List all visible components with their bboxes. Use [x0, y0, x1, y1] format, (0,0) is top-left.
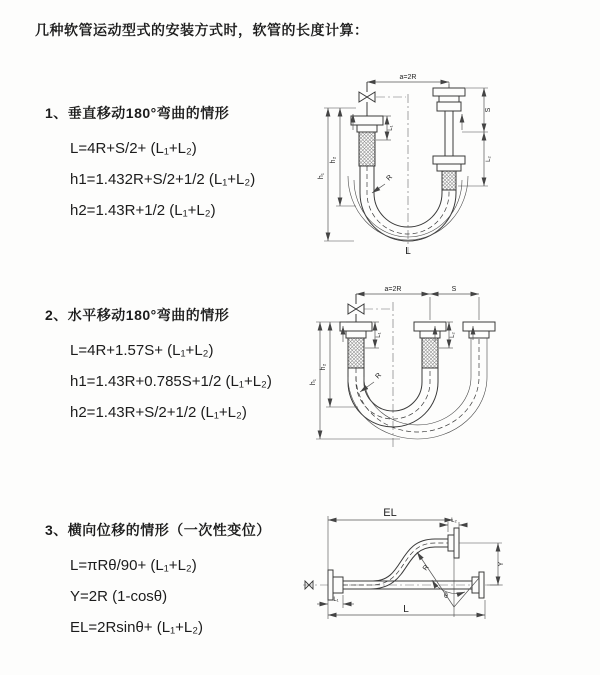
braided-hose-section: [359, 132, 375, 166]
right-pipe-flange: [433, 82, 465, 190]
formula-l: L=πRθ/90+ (L₁+L₂): [70, 557, 197, 574]
formula-l: L=4R+1.57S+ (L₁+L₂): [70, 342, 214, 359]
page-title: 几种软管运动型式的安装方式时，软管的长度计算：: [35, 22, 369, 38]
dimension-s: [430, 286, 479, 320]
label-s: S: [485, 107, 492, 113]
right-pipe-flange: [463, 322, 495, 338]
label-l2: L₂: [451, 518, 457, 524]
diagram-lateral-displacement: [293, 498, 597, 648]
diagram-vertical-180-bend: [298, 68, 560, 260]
label-l1: L₁: [333, 597, 339, 603]
label-l2: L₂: [486, 156, 492, 162]
label-el: EL: [383, 507, 397, 519]
section-vertical-180: [45, 103, 255, 226]
braided-hose-section: [442, 171, 456, 190]
upper-flange: [448, 528, 459, 558]
dimension-l: [328, 600, 485, 619]
valve-icon: [359, 82, 375, 116]
dimension-el: [328, 507, 453, 619]
braided-hose-section: [422, 338, 438, 368]
left-pipe-flange: [351, 116, 383, 166]
label-l: L: [403, 604, 409, 615]
valve-icon: [348, 294, 364, 322]
section-1-heading: 1、垂直移动180°弯曲的情形: [45, 105, 230, 121]
dimension-a2r: [367, 74, 449, 88]
label-theta: θ: [444, 593, 448, 600]
formula-h2: h2=1.43R+S/2+1/2 (L₁+L₂): [70, 404, 247, 421]
formula-h1: h1=1.432R+S/2+1/2 (L₁+L₂): [70, 171, 256, 188]
label-r: R: [374, 371, 383, 381]
section-lateral-displacement: [45, 520, 271, 643]
dimension-s: [462, 88, 492, 132]
label-a2r: a=2R: [384, 286, 402, 293]
section-2-heading: 2、水平移动180°弯曲的情形: [45, 307, 230, 323]
braided-hose-section: [348, 338, 364, 368]
diagram-horizontal-180-bend: [298, 282, 590, 460]
formula-h2: h2=1.43R+1/2 (L₁+L₂): [70, 202, 216, 219]
label-r: R: [421, 563, 431, 573]
dimension-radius: [417, 552, 454, 607]
label-l1: L₁: [376, 332, 382, 338]
formula-h1: h1=1.43R+0.785S+1/2 (L₁+L₂): [70, 373, 272, 390]
label-y: Y: [498, 561, 505, 567]
section-3-heading: 3、横向位移的情形（一次性变位）: [45, 522, 271, 538]
formula-l: L=4R+S/2+ (L₁+L₂): [70, 140, 197, 157]
left-pipe-flange: [340, 322, 372, 368]
label-h1: h₁: [310, 378, 317, 386]
formula-el: EL=2Rsinθ+ (L₁+L₂): [70, 619, 204, 636]
label-l: L: [405, 246, 411, 257]
hose-displaced-position: [348, 338, 487, 439]
formula-y: Y=2R (1-cosθ): [70, 588, 168, 605]
label-h1: h₁: [318, 172, 325, 180]
label-r: R: [385, 173, 394, 183]
section-horizontal-180: [45, 305, 272, 428]
label-h2: h₂: [330, 156, 337, 164]
label-s: S: [451, 286, 457, 293]
left-flange: [328, 570, 343, 600]
dimension-radius: [360, 372, 383, 392]
dimension-radius: [372, 174, 394, 193]
label-l2: L₂: [450, 332, 456, 338]
label-a2r: a=2R: [399, 74, 417, 81]
dimension-l1: [317, 595, 354, 608]
middle-pipe-flange: [414, 322, 446, 368]
label-h2: h₂: [320, 363, 327, 371]
dimension-h1: [318, 108, 356, 241]
label-l1: L₁: [388, 125, 394, 131]
